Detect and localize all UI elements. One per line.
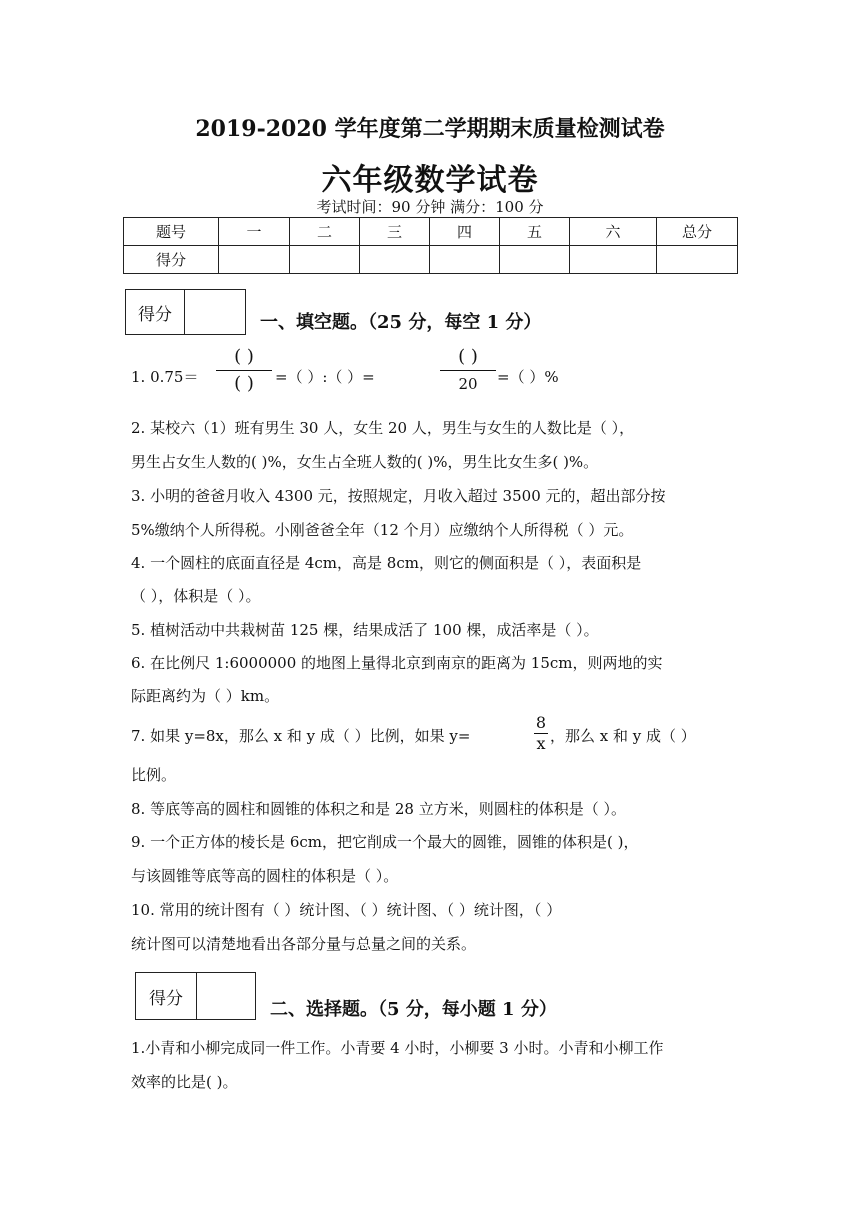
score-blank-cell[interactable] bbox=[430, 246, 500, 274]
fraction-bar bbox=[440, 370, 496, 371]
q6-line2: 际距离约为（ ）km。 bbox=[131, 687, 280, 705]
q8-text: 8. 等底等高的圆柱和圆锥的体积之和是 28 立方米，则圆柱的体积是（ ）。 bbox=[131, 800, 626, 818]
q4-line2: （ ），体积是（ ）。 bbox=[131, 587, 261, 605]
exam-subtitle: 考试时间：90 分钟 满分：100 分 bbox=[316, 198, 544, 216]
section1-score-label: 得分 bbox=[126, 290, 185, 334]
q7-fraction-numerator: 8 bbox=[535, 713, 547, 732]
section1-heading: 一、填空题。（25 分，每空 1 分） bbox=[260, 312, 542, 333]
section2-score-label: 得分 bbox=[136, 973, 197, 1019]
score-cell: 六 bbox=[570, 218, 657, 246]
q1-fraction-1-numerator: ( ) bbox=[234, 346, 254, 367]
score-blank-cell[interactable] bbox=[500, 246, 570, 274]
score-cell: 题号 bbox=[124, 218, 219, 246]
q1-fraction-1 bbox=[216, 346, 272, 395]
exam-title-line1: 2019-2020 学年度第二学期期末质量检测试卷 bbox=[195, 116, 665, 142]
q9-line1: 9. 一个正方体的棱长是 6cm，把它削成一个最大的圆锥，圆锥的体积是( )， bbox=[131, 833, 639, 851]
s2-q1-line2: 效率的比是( )。 bbox=[131, 1073, 238, 1091]
section1-score-box bbox=[125, 289, 246, 335]
q1-fraction-2-numerator: ( ) bbox=[458, 346, 478, 367]
score-cell: 总分 bbox=[657, 218, 738, 246]
q10-line1: 10. 常用的统计图有（ ）统计图、（ ）统计图、（ ）统计图，（ ） bbox=[131, 901, 562, 919]
s2-q1-line1: 1.小青和小柳完成同一件工作。小青要 4 小时，小柳要 3 小时。小青和小柳工作 bbox=[131, 1039, 664, 1057]
score-cell: 一 bbox=[219, 218, 290, 246]
q1-prefix: 1. 0.75＝ bbox=[131, 368, 199, 386]
q7-fraction-denominator: x bbox=[536, 734, 546, 753]
q4-line1: 4. 一个圆柱的底面直径是 4cm，高是 8cm，则它的侧面积是（ ），表面积是 bbox=[131, 554, 642, 572]
q3-line2: 5%缴纳个人所得税。小刚爸爸全年（12 个月）应缴纳个人所得税（ ）元。 bbox=[131, 521, 634, 539]
score-table-header-row bbox=[124, 218, 738, 246]
score-table-score-row bbox=[124, 246, 738, 274]
q7-part1: 7. 如果 y=8x，那么 x 和 y 成（ ）比例，如果 y= bbox=[131, 727, 471, 745]
q1-fraction-1-denominator: ( ) bbox=[234, 373, 254, 394]
fraction-bar bbox=[216, 370, 272, 371]
score-cell: 四 bbox=[430, 218, 500, 246]
q7-fraction bbox=[534, 714, 548, 753]
q7-part2: ，那么 x 和 y 成（ ） bbox=[550, 727, 696, 745]
q6-line1: 6. 在比例尺 1:6000000 的地图上量得北京到南京的距离为 15cm，则两地的实 bbox=[131, 654, 663, 672]
q1-ratio-blanks: =（ ）:（ ）= bbox=[275, 368, 375, 386]
q3-line1: 3. 小明的爸爸月收入 4300 元，按照规定，月收入超过 3500 元的，超出部分按 bbox=[131, 487, 666, 505]
q1-percent-blank: =（ ）% bbox=[497, 368, 559, 386]
score-cell: 三 bbox=[360, 218, 430, 246]
score-cell: 二 bbox=[290, 218, 360, 246]
q5-text: 5. 植树活动中共栽树苗 125 棵，结果成活了 100 棵，成活率是（ ）。 bbox=[131, 621, 599, 639]
score-blank-cell[interactable] bbox=[657, 246, 738, 274]
score-blank-cell[interactable] bbox=[360, 246, 430, 274]
section2-score-blank[interactable] bbox=[197, 973, 255, 1019]
q7-line2: 比例。 bbox=[131, 766, 177, 784]
exam-title-line2: 六年级数学试卷 bbox=[321, 163, 539, 198]
score-blank-cell[interactable] bbox=[570, 246, 657, 274]
q2-line1: 2. 某校六（1）班有男生 30 人，女生 20 人，男生与女生的人数比是（ ）， bbox=[131, 419, 635, 437]
section2-heading: 二、选择题。（5 分，每小题 1 分） bbox=[270, 999, 557, 1020]
q1-fraction-2 bbox=[440, 346, 496, 395]
score-cell: 五 bbox=[500, 218, 570, 246]
score-table bbox=[123, 217, 738, 274]
q9-line2: 与该圆锥等底等高的圆柱的体积是（ ）。 bbox=[131, 867, 399, 885]
score-cell: 得分 bbox=[124, 246, 219, 274]
q10-line2: 统计图可以清楚地看出各部分量与总量之间的关系。 bbox=[131, 935, 477, 953]
score-blank-cell[interactable] bbox=[290, 246, 360, 274]
section1-score-blank[interactable] bbox=[185, 290, 245, 334]
q2-line2: 男生占女生人数的( )%，女生占全班人数的( )%，男生比女生多( )%。 bbox=[131, 453, 599, 471]
score-blank-cell[interactable] bbox=[219, 246, 290, 274]
q1-fraction-2-denominator: 20 bbox=[458, 375, 478, 393]
section2-score-box bbox=[135, 972, 256, 1020]
